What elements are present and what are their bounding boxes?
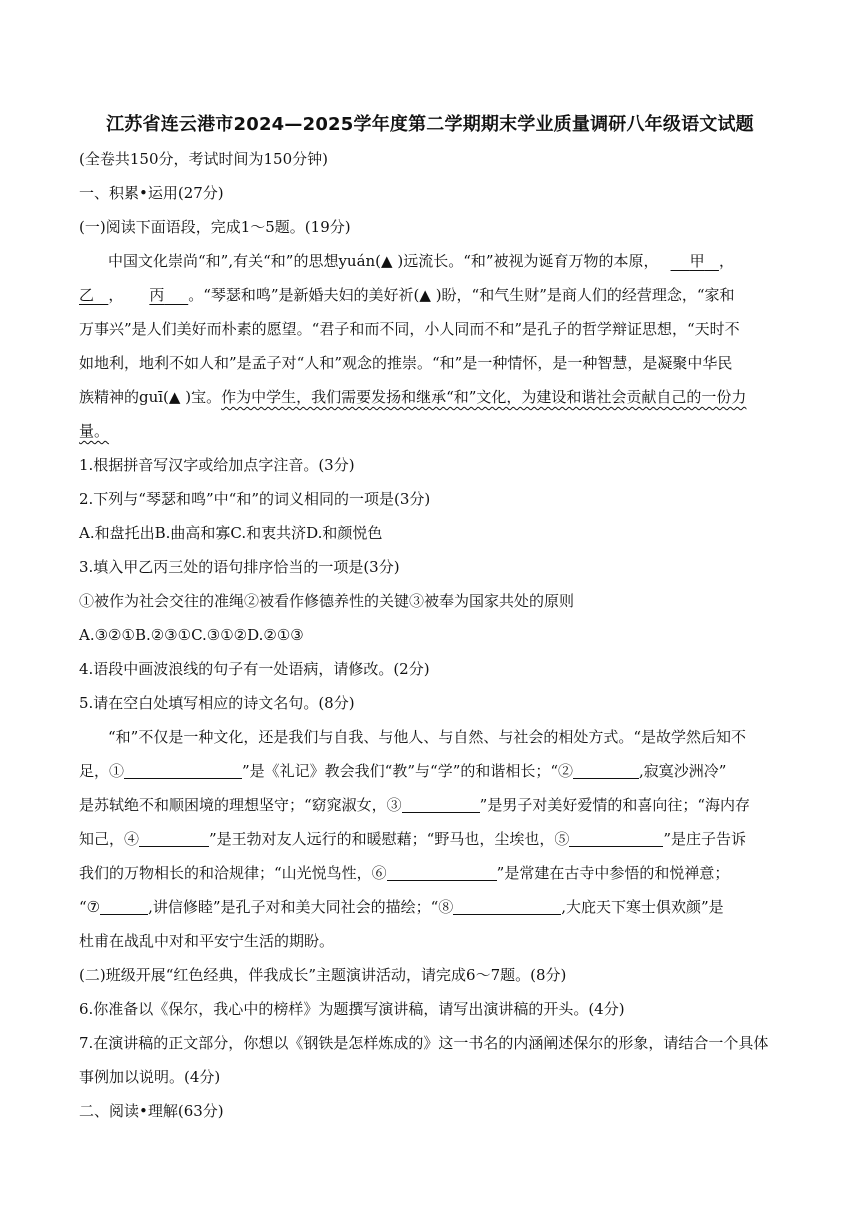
question-6: 6.你准备以《保尔，我心中的榜样》为题撰写演讲稿，请写出演讲稿的开头。(4分): [79, 1000, 625, 1018]
passage-line: [79, 414, 782, 448]
poem-line: “和”不仅是一种文化，还是我们与自我、与他人、与自然、与社会的相处方式。“是故学然后知不: [108, 728, 747, 746]
exam-body: [79, 142, 782, 1128]
question-7-cont: 事例加以说明。(4分): [79, 1068, 221, 1086]
question-4: 4.语段中画波浪线的句子有一处语病，请修改。(2分): [79, 660, 430, 678]
part2-heading: (二)班级开展“红色经典，伴我成长”主题演讲活动，请完成6～7题。(8分): [79, 966, 567, 984]
passage: [79, 244, 782, 448]
answer-blank[interactable]: [569, 829, 663, 847]
question-7: 7.在演讲稿的正文部分，你想以《钢铁是怎样炼成的》这一书名的内涵阐述保尔的形象，请结合一个具体: [79, 1034, 769, 1052]
part1-heading: (一)阅读下面语段，完成1～5题。(19分): [79, 218, 351, 236]
blank-bing: 丙: [149, 286, 165, 304]
question-2-options: A.和盘托出B.曲高和寡C.和衷共济D.和颜悦色: [79, 524, 383, 542]
poem-line: 足，① ”是《礼记》教会我们“教”与“学”的和谐相长；“② ,寂寞沙洲冷”: [79, 762, 727, 780]
blank-jia: 甲: [689, 252, 705, 270]
question-3-options: A.③②①B.②③①C.③①②D.②①③: [79, 626, 304, 644]
exam-info: (全卷共150分，考试时间为150分钟): [79, 150, 328, 168]
exam-title: 江苏省连云港市2024—2025学年度第二学期期末学业质量调研八年级语文试题: [106, 114, 754, 135]
passage-line: 族精神的guī(▲ )宝。作为中学生，我们需要发扬和继承“和”文化，为建设和谐社会贡献自己的一份力: [79, 388, 747, 406]
section1-heading: 一、积累•运用(27分): [79, 184, 224, 202]
answer-blank[interactable]: [387, 863, 497, 881]
poem-line: 知己，④ ”是王勃对友人远行的和暖慰藉；“野马也，尘埃也，⑤ ”是庄子告诉: [79, 830, 747, 848]
poem-line: 我们的万物相长的和洽规律；“山光悦鸟性，⑥ ”是常建在古寺中参悟的和悦禅意；: [79, 864, 730, 882]
question-1: 1.根据拼音写汉字或给加点字注音。(3分): [79, 456, 355, 474]
wavy-sentence-end: 量。: [79, 422, 110, 440]
answer-blank[interactable]: [139, 829, 209, 847]
passage-line: 乙 ， 丙 。“琴瑟和鸣”是新婚夫妇的美好祈(▲ )盼，“和气生财”是商人们的经营理念，“家和: [79, 286, 735, 304]
answer-blank[interactable]: [124, 761, 242, 779]
answer-blank[interactable]: [453, 897, 561, 915]
wavy-sentence: 作为中学生，我们需要发扬和继承“和”文化，为建设和谐社会贡献自己的一份力: [221, 388, 747, 406]
section2-heading: 二、阅读•理解(63分): [79, 1102, 224, 1120]
question-5: 5.请在空白处填写相应的诗文名句。(8分): [79, 694, 355, 712]
poem-line: “⑦ ,讲信修睦”是孔子对和美大同社会的描绘；“⑧ ,大庇天下寒士俱欢颜”是: [79, 898, 724, 916]
passage-line: 中国文化崇尚“和”,有关“和”的思想yuán(▲ )远流长。“和”被视为诞育万物的本原， 甲 ，: [108, 252, 734, 270]
passage-line: 万事兴”是人们美好而朴素的愿望。“君子和而不同，小人同而不和”是孔子的哲学辩证思想，“天时不: [79, 320, 740, 338]
question-3-items: ①被作为社会交往的准绳②被看作修德养性的关键③被奉为国家共处的原则: [79, 592, 575, 610]
question-5-passage: [79, 720, 782, 958]
answer-blank[interactable]: [573, 761, 639, 779]
poem-line: 杜甫在战乱中对和平安宁生活的期盼。: [79, 932, 335, 950]
answer-blank[interactable]: [100, 897, 148, 915]
passage-line: 如地利，地利不如人和”是孟子对“人和”观念的推崇。“和”是一种情怀，是一种智慧，是凝聚中华民: [79, 354, 733, 372]
question-2: 2.下列与“琴瑟和鸣”中“和”的词义相同的一项是(3分): [79, 490, 431, 508]
question-3: 3.填入甲乙丙三处的语句排序恰当的一项是(3分): [79, 558, 400, 576]
blank-yi: 乙: [79, 286, 95, 304]
poem-line: 是苏轼绝不和顺困境的理想坚守；“窈窕淑女，③ ”是男子对美好爱情的和喜向往；“海内存: [79, 796, 751, 814]
answer-blank[interactable]: [402, 795, 480, 813]
